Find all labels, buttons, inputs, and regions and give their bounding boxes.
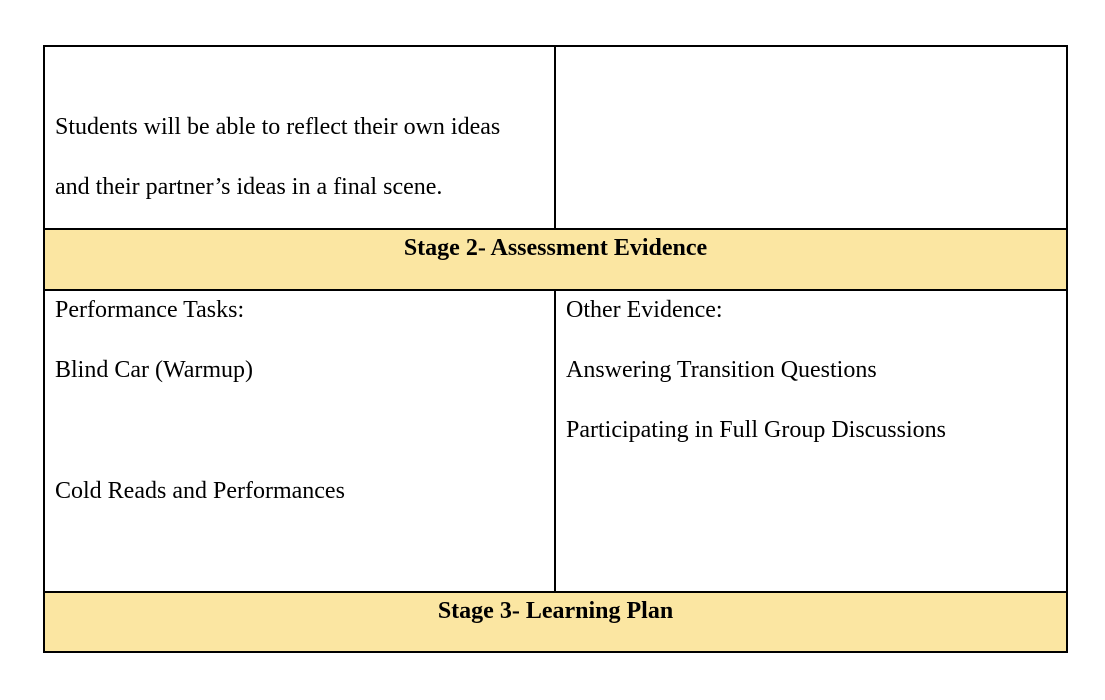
performance-tasks-heading: Performance Tasks: [55, 297, 245, 323]
objective-cell [45, 47, 556, 228]
objective-row [45, 47, 1066, 228]
objective-line-1: Students will be able to reflect their own ideas [55, 114, 501, 140]
stage-3-heading: Stage 3- Learning Plan [437, 598, 674, 624]
stage-3-header [45, 591, 1066, 651]
performance-task-item: Blind Car (Warmup) [55, 357, 254, 383]
other-evidence-item: Answering Transition Questions [566, 357, 877, 383]
performance-task-item: Cold Reads and Performances [55, 478, 345, 504]
evidence-row [45, 289, 1066, 591]
other-evidence-item: Participating in Full Group Discussions [566, 417, 946, 443]
objective-right-cell [556, 47, 1066, 228]
performance-tasks-cell [45, 291, 556, 591]
other-evidence-cell [556, 291, 1066, 591]
lesson-plan-table [43, 45, 1068, 653]
stage-2-heading: Stage 2- Assessment Evidence [403, 235, 708, 261]
other-evidence-heading: Other Evidence: [566, 297, 723, 323]
stage-2-header [45, 228, 1066, 289]
objective-line-2: and their partner’s ideas in a final scene. [55, 174, 443, 200]
